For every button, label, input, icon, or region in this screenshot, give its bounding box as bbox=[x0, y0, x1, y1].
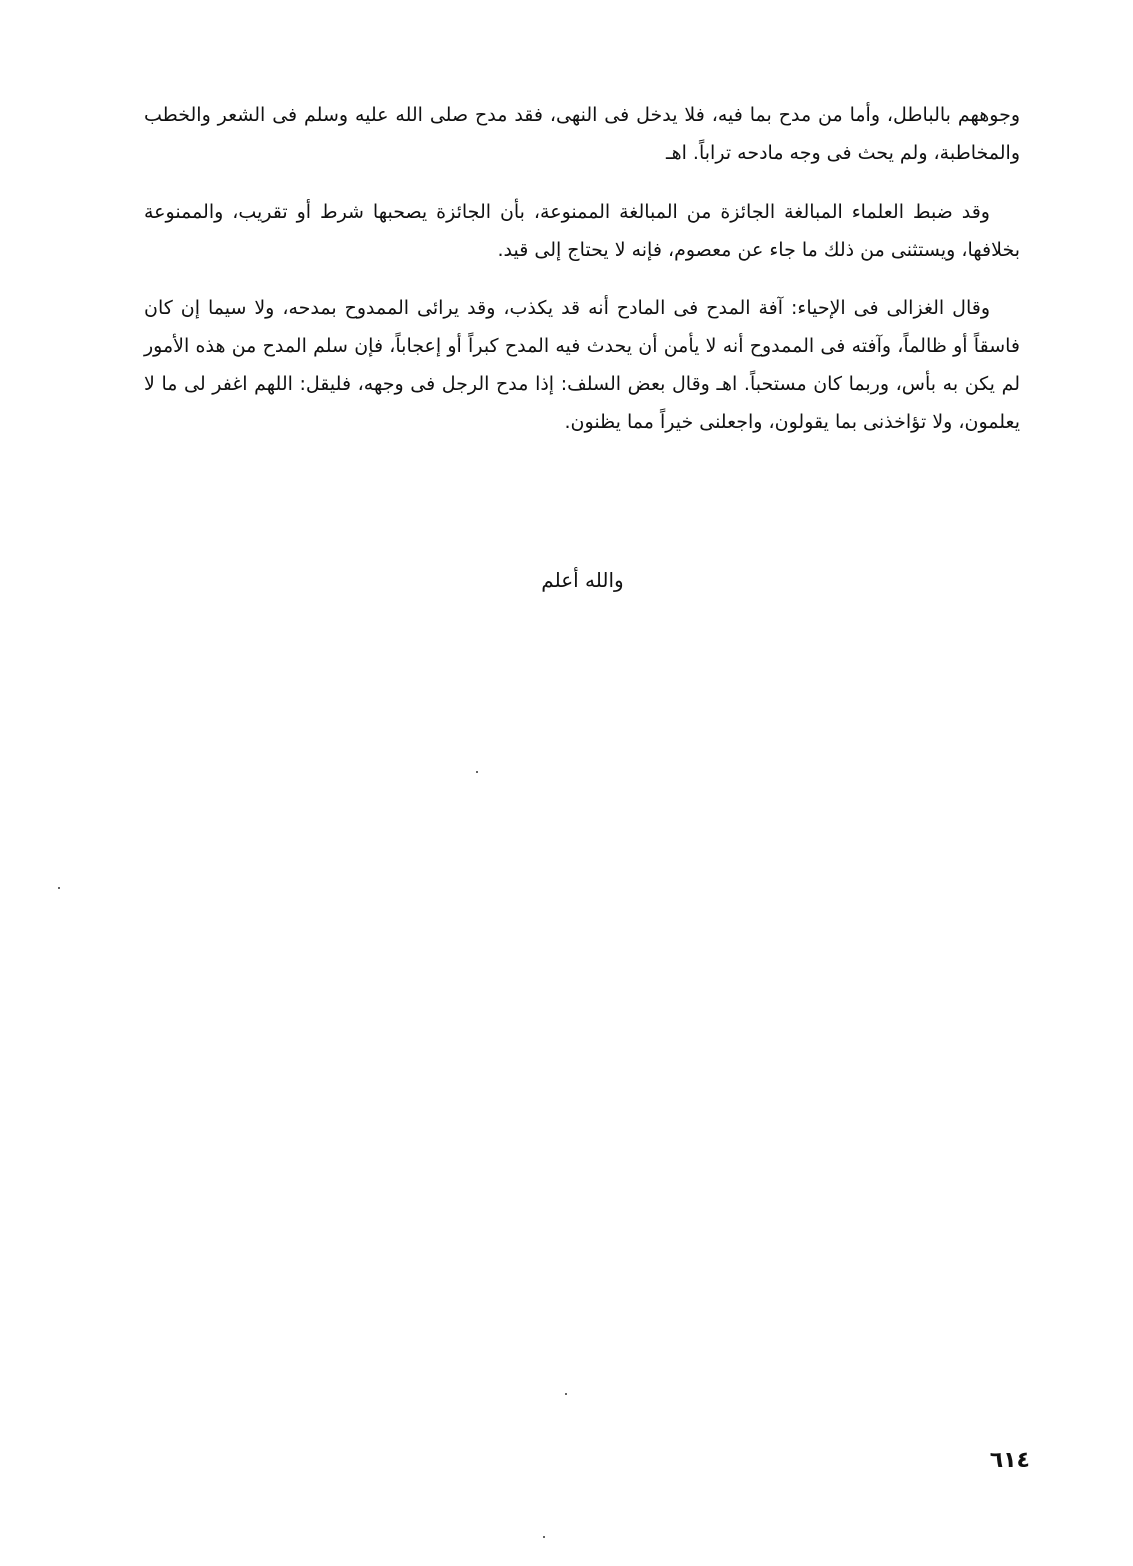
paragraph-2-text: وقد ضبط العلماء المبالغة الجائزة من المبالغة الممنوعة، بأن الجائزة يصحبها شرط أو تقريب، والممنوعة بخلافها، ويستثنى من ذلك ما جاء عن معصوم، فإنه لا يحتاج إلى قيد. bbox=[144, 201, 1020, 261]
paragraph-1 bbox=[144, 96, 1020, 172]
page-number: ٦١٤ bbox=[989, 1448, 1030, 1473]
scan-speck bbox=[543, 1536, 545, 1538]
paragraph-2 bbox=[144, 193, 1020, 269]
closing-phrase-text: والله أعلم bbox=[541, 568, 624, 592]
scan-speck bbox=[565, 1393, 567, 1395]
paragraph-3-text: وقال الغزالى فى الإحياء: آفة المدح فى المادح أنه قد يكذب، وقد يرائى الممدوح بمدحه، ولا سيما إن كان فاسقاً أو ظالماً، وآفته فى الممدوح أنه لا يأمن أن يحدث فيه المدح كبراً أو إعجاباً، فإن سلم المدح من هذه الأمور لم يكن به بأس، وربما كان مستحباً. اهـ وقال بعض السلف: إذا مدح الرجل فى وجهه، فليقل: اللهم اغفر لى ما لا يعلمون، ولا تؤاخذنى بما يقولون، واجعلنى خيراً مما يظنون. bbox=[144, 297, 1020, 433]
scan-speck bbox=[476, 771, 478, 773]
paragraph-3 bbox=[144, 289, 1020, 441]
closing-phrase bbox=[0, 560, 1133, 600]
paragraph-1-text: وجوههم بالباطل، وأما من مدح بما فيه، فلا يدخل فى النهى، فقد مدح صلى الله عليه وسلم فى الشعر والخطب والمخاطبة، ولم يحث فى وجه مادحه تراباً. اهـ bbox=[144, 104, 1020, 164]
scan-speck bbox=[58, 887, 60, 889]
